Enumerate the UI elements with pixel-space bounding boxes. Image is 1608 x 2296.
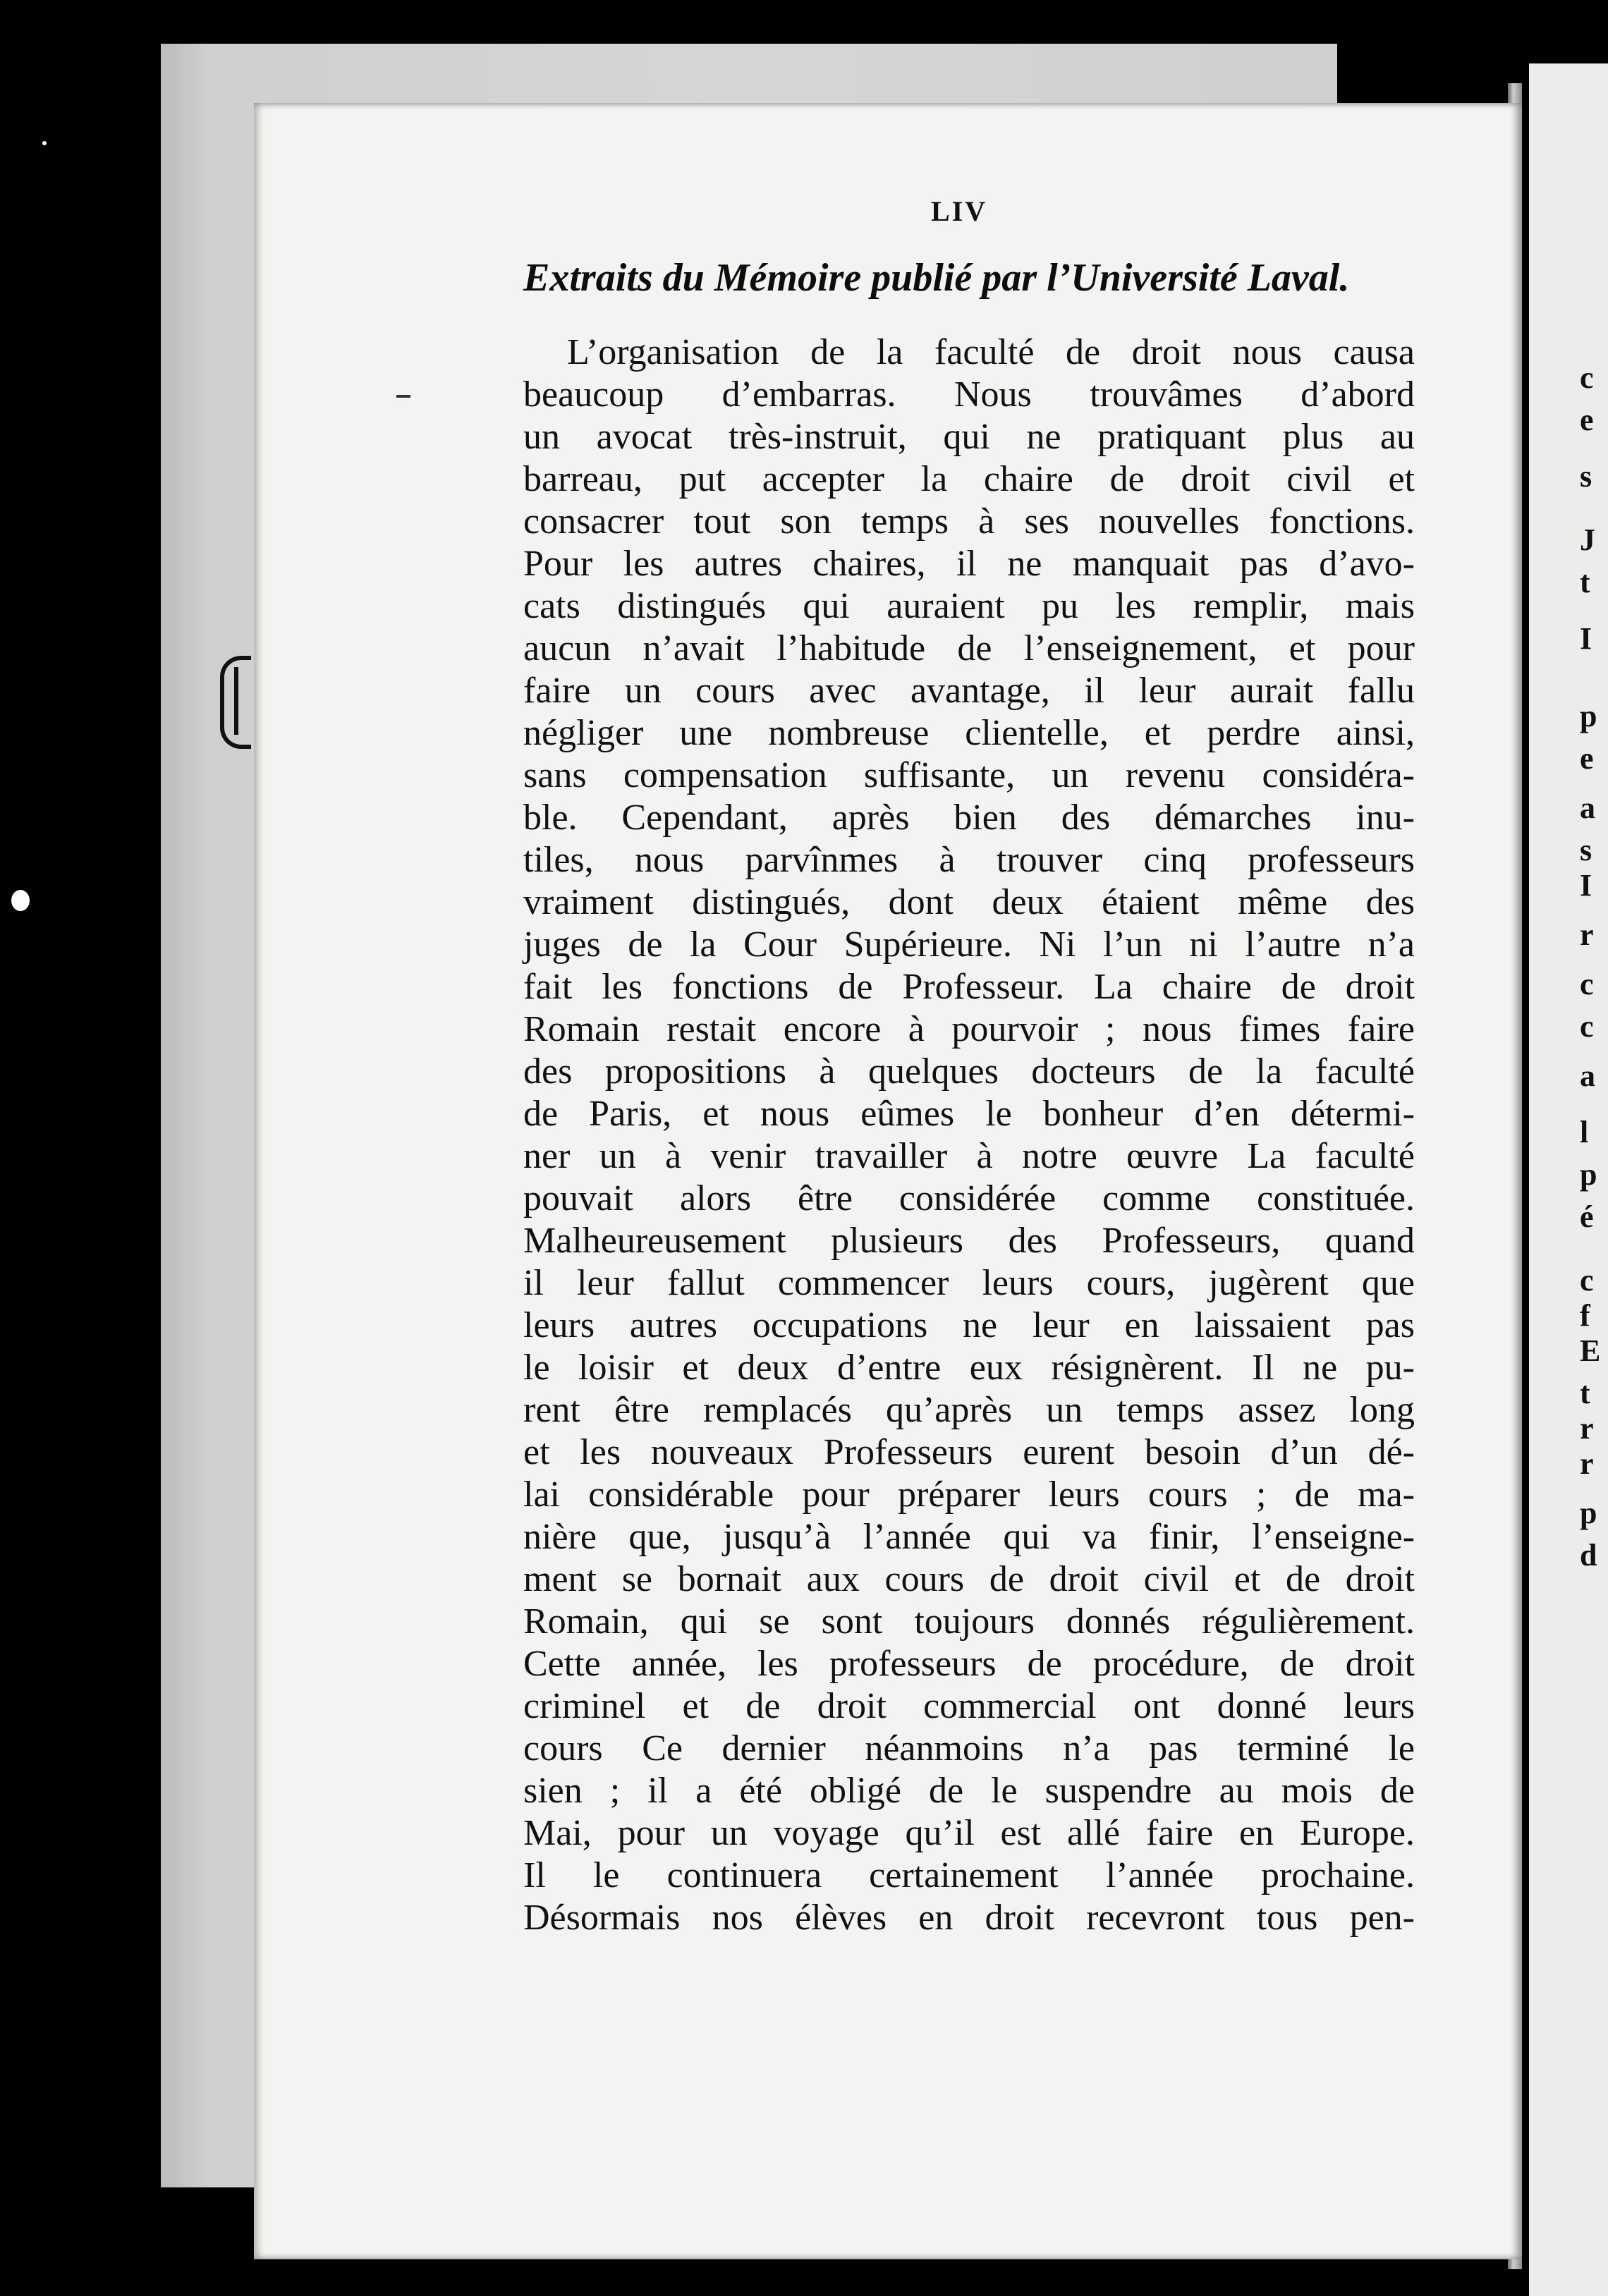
page-number: LIV <box>931 195 988 227</box>
text-line: Pour les autres chaires, il ne manquait pas d’avo- <box>523 544 1415 584</box>
text-line: Mai, pour un voyage qu’il est allé faire en Europe. <box>523 1813 1415 1853</box>
adjacent-page-fragment: s <box>1580 833 1592 867</box>
text-line: Romain restait encore à pourvoir ; nous fimes faire <box>523 1009 1415 1049</box>
text-line: des propositions à quelques docteurs de la faculté <box>523 1051 1415 1092</box>
text-line: beaucoup d’embarras. Nous trouvâmes d’abord <box>523 374 1415 415</box>
text-line: Malheureusement plusieurs des Professeurs, quand <box>523 1221 1415 1261</box>
text-line: tiles, nous parvînmes à trouver cinq professeurs <box>523 840 1415 880</box>
adjacent-page-fragment: d <box>1580 1538 1597 1573</box>
adjacent-page-fragment: é <box>1580 1199 1594 1234</box>
text-line: négliger une nombreuse clientelle, et perdre ainsi, <box>523 713 1415 753</box>
text-line: vraiment distingués, dont deux étaient même des <box>523 882 1415 922</box>
text-line: juges de la Cour Supérieure. Ni l’un ni l’autre n’a <box>523 924 1415 965</box>
adjacent-page-fragment: p <box>1580 1496 1597 1530</box>
text-line: consacrer tout son temps à ses nouvelles fonctions. <box>523 501 1415 542</box>
adjacent-page-fragment: s <box>1580 459 1592 494</box>
text-line: et les nouveaux Professeurs eurent besoin d’un dé- <box>523 1432 1415 1472</box>
adjacent-page-fragment: c <box>1580 1009 1594 1044</box>
text-line: pouvait alors être considérée comme constituée. <box>523 1178 1415 1219</box>
text-line: cours Ce dernier néanmoins n’a pas terminé le <box>523 1728 1415 1769</box>
text-line: L’organisation de la faculté de droit nous causa <box>567 332 1415 372</box>
adjacent-page-fragment: c <box>1580 967 1594 1001</box>
adjacent-page-fragment: a <box>1580 1058 1595 1093</box>
adjacent-page-fragment: J <box>1580 523 1595 557</box>
text-line: ment se bornait aux cours de droit civil et de droit <box>523 1559 1415 1599</box>
adjacent-page-fragment: e <box>1580 741 1594 776</box>
adjacent-page-fragment: t <box>1580 565 1590 599</box>
adjacent-page-fragment: a <box>1580 790 1595 825</box>
text-line: un avocat très-instruit, qui ne pratiquant plus au <box>523 417 1415 457</box>
scan-speck <box>42 141 47 145</box>
text-line: leurs autres occupations ne leur en laissaient pas <box>523 1305 1415 1345</box>
adjacent-page-fragment: l <box>1580 1115 1589 1149</box>
text-line: aucun n’avait l’habitude de l’enseignement, et pour <box>523 628 1415 668</box>
text-line: lai considérable pour préparer leurs cours ; de ma- <box>523 1474 1415 1515</box>
margin-bracket-mark <box>220 656 251 749</box>
adjacent-page-fragment: I <box>1580 621 1592 656</box>
text-line: rent être remplacés qu’après un temps assez long <box>523 1390 1415 1430</box>
text-line: barreau, put accepter la chaire de droit civil et <box>523 459 1415 499</box>
adjacent-page-fragment: I <box>1580 868 1592 903</box>
text-line: ner un à venir travailler à notre œuvre La faculté <box>523 1136 1415 1176</box>
text-line: sien ; il a été obligé de le suspendre au mois de <box>523 1771 1415 1811</box>
text-line: Il le continuera certainement l’année prochaine. <box>523 1855 1415 1895</box>
adjacent-page-fragment: p <box>1580 699 1597 733</box>
text-line: Romain, qui se sont toujours donnés régulièrement. <box>523 1601 1415 1642</box>
text-line: le loisir et deux d’entre eux résignèrent. Il ne pu- <box>523 1348 1415 1388</box>
adjacent-page-fragment: f <box>1580 1298 1590 1333</box>
text-line: nière que, jusqu’à l’année qui va finir, l’enseigne- <box>523 1517 1415 1557</box>
text-line: faire un cours avec avantage, il leur aurait fallu <box>523 671 1415 711</box>
adjacent-page-fragment: t <box>1580 1376 1590 1410</box>
adjacent-page-fragment: e <box>1580 403 1594 437</box>
scan-speck <box>11 890 30 911</box>
margin-dash-mark <box>396 395 410 398</box>
adjacent-page-fragment: r <box>1580 1411 1594 1446</box>
text-line: ble. Cependant, après bien des démarches inu- <box>523 798 1415 838</box>
adjacent-page-fragment: c <box>1580 360 1594 395</box>
text-line: criminel et de droit commercial ont donné leurs <box>523 1686 1415 1726</box>
adjacent-page-fragment: r <box>1580 917 1594 952</box>
adjacent-page-fragment: r <box>1580 1446 1594 1481</box>
text-line: cats distingués qui auraient pu les remplir, mais <box>523 586 1415 626</box>
text-line: Cette année, les professeurs de procédure, de droit <box>523 1644 1415 1684</box>
adjacent-page-fragment: c <box>1580 1263 1594 1297</box>
text-line: de Paris, et nous eûmes le bonheur d’en détermi- <box>523 1094 1415 1134</box>
text-line: fait les fonctions de Professeur. La chaire de droit <box>523 967 1415 1007</box>
adjacent-page-fragment: p <box>1580 1157 1597 1192</box>
body-text <box>523 331 1415 1939</box>
text-line: il leur fallut commencer leurs cours, jugèrent que <box>523 1263 1415 1303</box>
section-title: Extraits du Mémoire publié par l’Université Laval. <box>523 256 1350 300</box>
text-line: Désormais nos élèves en droit recevront tous pen- <box>523 1898 1415 1938</box>
text-line: sans compensation suffisante, un revenu considéra- <box>523 755 1415 795</box>
adjacent-page-fragment: E <box>1580 1333 1601 1368</box>
